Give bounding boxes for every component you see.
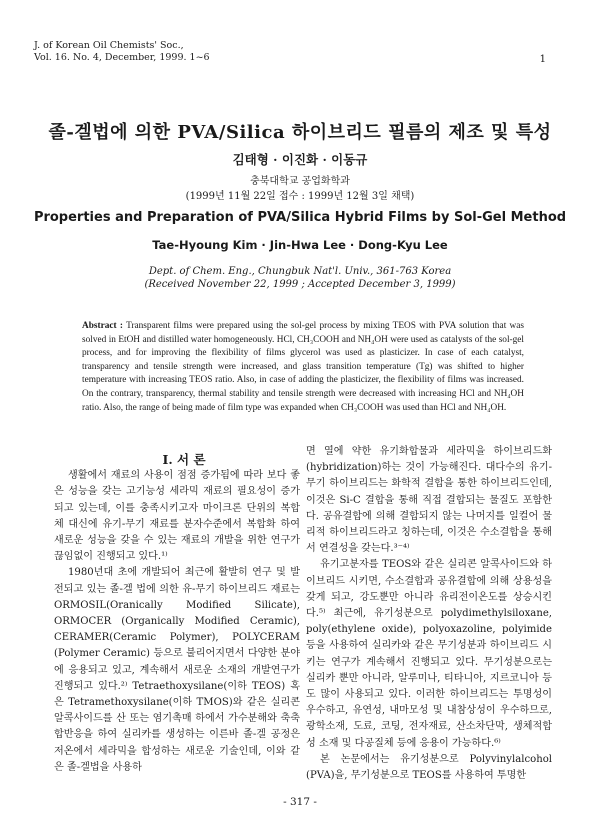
korean-affiliation-block: [0, 174, 600, 204]
footer-page-number: - 317 -: [283, 796, 317, 808]
right-paragraph-1: 면 열에 약한 유기화합물과 세라믹을 하이브리드화(hybridization)하는 것이 가능해진다. 대다수의 유기-무기 하이브리드는 화학적 결합을 통한 하이브리드인데, 이것은 Si-C 결합을 통해 직접 결합되는 물질도 포함한다. 공유결합에 의해 결합되지 않는 나머지를 일컬어 물리적 하이브리드라고 칭하는데, 이것은 수소결합을 통해서 연결성을 갖는다.³⁻⁴⁾: [306, 446, 552, 555]
english-affiliation-block: [0, 265, 600, 291]
korean-authors: 김태형 · 이진화 · 이동규: [232, 152, 368, 167]
english-title: Properties and Preparation of PVA/Silica Hybrid Films by Sol-Gel Method: [33, 210, 567, 225]
right-paragraph-3: 본 논문에서는 유기성분으로 Polyvinylalcohol (PVA)을, 무기성분으로 TEOS를 사용하여 투명한: [306, 753, 552, 782]
english-authors: Tae-Hyoung Kim · Jin-Hwa Lee · Dong-Kyu Lee: [152, 238, 448, 252]
abstract: [82, 320, 524, 415]
korean-title: 졸-겔법에 의한 PVA/Silica 하이브리드 필름의 제조 및 특성: [48, 122, 552, 143]
english-affiliation: Dept. of Chem. Eng., Chungbuk Nat'l. Univ., 361-763 Korea: [148, 266, 452, 277]
right-paragraph-2: 유기고분자를 TEOS와 같은 실리콘 알콕사이드와 하이브리드 시키면, 수소결합과 공유결합에 의해 상용성을 갖게 되고, 강도뿐만 아니라 유리전이온도를 상승시킨다.⁵⁾ 최근에, 유기성분으로 polydimethylsiloxane, poly(ethylene oxide), polyoxazoline, polyimide 등을 사용하여 실리카와 같은 무기성분과 하이브리드 시키는 연구가 계속해서 진행되고 있다. 무기성분으로는 실리카 뿐만 아니라, 알루미나, 티타니아, 지르코니아 등도 많이 사용되고 있다. 이러한 하이브리드는 투명성이 우수하고, 유연성, 내마모성 및 내참상성이 우수하므로, 광학소재, 도료, 코팅, 전자재료, 산소차단막, 생체적합성 소재 및 다공질체 등에 응용이 가능하다.⁶⁾: [306, 559, 552, 749]
abstract-text: Transparent films were prepared using the sol-gel process by mixing TEOS with PVA solution that was solved in EtOH and distilled water homogeneously. HCl, CH₃COOH and NH₄OH were used as catalysts of the sol-gel process, and for improving the flexibility of films glycerol was used as plasticizer. In case of each catalyst, transparency and tensile strength were increased, and glass transition temperature (Tg) was shifted to higher temperature with increasing TEOS ratio. Also, in case of adding the plasticizer, the flexibility of films was increased. On the contrary, transparency, thermal stability and tensile strength were decreased with increasing HCl and NH₄OH ratio. Also, the range of being made of film type was expanded when CH₃COOH was used than HCl and NH₄OH.: [82, 321, 524, 413]
journal-header-line1: J. of Korean Oil Chemists' Soc.,: [34, 40, 184, 51]
page-number: 1: [539, 54, 546, 65]
abstract-label: Abstract :: [82, 321, 123, 331]
korean-affiliation: 충북대학교 공업화학과: [250, 176, 350, 187]
section-title-introduction: Ⅰ. 서 론: [162, 452, 206, 467]
left-paragraph-1: 생활에서 재료의 사용이 점점 증가됨에 따라 보다 좋은 성능을 갖는 고기능성 세라믹 재료의 필요성이 증가되고 있는데, 이를 충족시키고자 마이크론 단위의 복합체 대신에 유기-무기 재료를 분자수준에서 복합화 하여 새로운 성능을 갖을 수 있는 재료의 개발을 위한 연구가 끊임없이 진행되고 있다.¹⁾: [54, 470, 300, 563]
journal-header-line2: Vol. 16. No. 4, December, 1999. 1~6: [34, 52, 210, 63]
english-received-dates: (Received November 22, 1999 ; Accepted December 3, 1999): [144, 279, 456, 290]
journal-header: [34, 40, 210, 64]
left-paragraph-2: 1980년대 초에 개발되어 최근에 활발히 연구 및 발전되고 있는 졸-겔 법에 의한 유-무기 하이브리드 재료는 ORMOSIL(Oranically Modified Silicate), ORMOCER (Organically Modified Ceramic), CERAMER(Ceramic Polymer), POLYCERAM (Polymer Ceramic) 등으로 불리어지면서 다양한 분야에 응용되고 있고, 계속해서 새로운 소재의 개발연구가 진행되고 있다.²⁾ Tetraethoxysilane(이하 TEOS) 혹은 Tetramethoxysilane(이하 TMOS)와 같은 실리콘 알콕사이드를 산 또는 염기촉매 하에서 가수분해와 축축합반응을 하여 실리카를 생성하는 이른바 졸-겔 공정은 저온에서 세라믹을 합성하는 새로운 기술인데, 이와 같은 졸-겔법을 사용하: [54, 567, 300, 773]
korean-received-dates: (1999년 11월 22일 접수 : 1999년 12월 3일 채택): [185, 191, 415, 202]
left-column: [54, 452, 300, 776]
right-column: [306, 444, 552, 784]
